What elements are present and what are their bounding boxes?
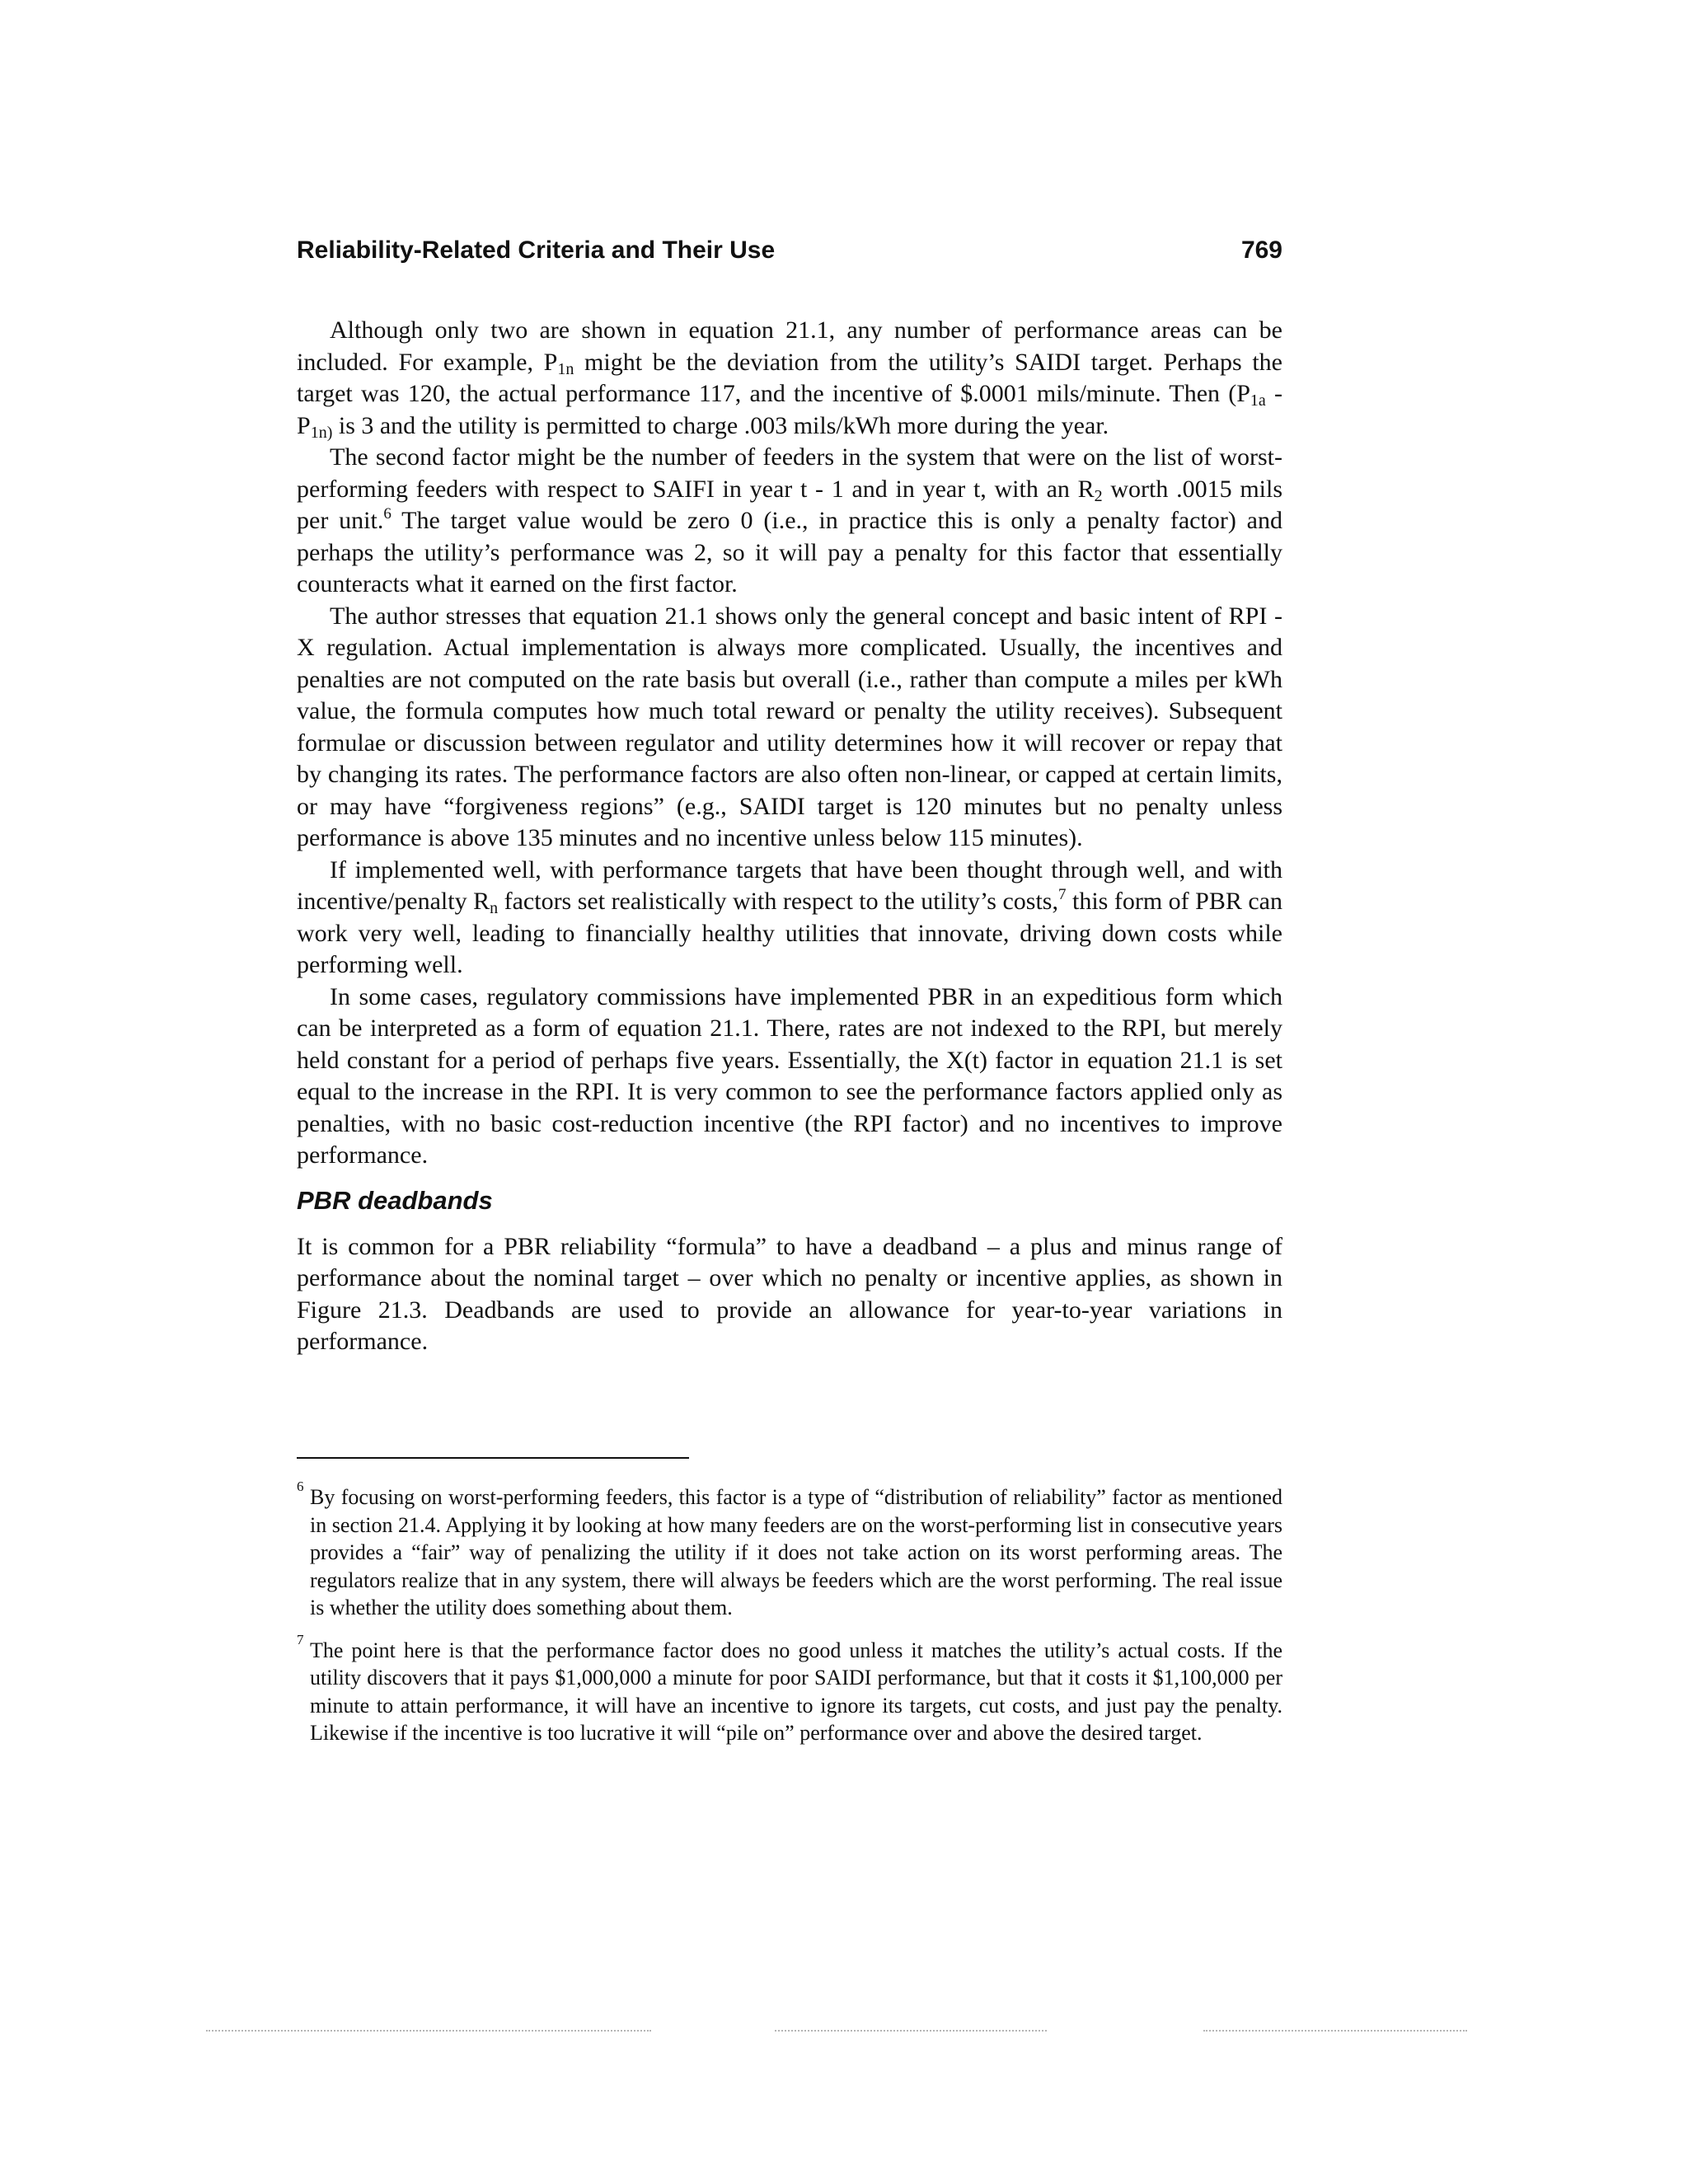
footnote-ref-6[interactable]: 6 <box>383 505 392 523</box>
body-text <box>297 315 1282 1358</box>
scan-speck <box>1203 2030 1467 2033</box>
scan-artifact-line <box>206 2030 1467 2035</box>
footnote-7 <box>297 1631 1282 1747</box>
footnote-ref-7[interactable]: 7 <box>1057 886 1067 903</box>
footnote-divider <box>297 1457 689 1459</box>
scan-speck <box>775 2030 1047 2033</box>
footnote-text: By focusing on worst-performing feeders, this factor is a type of “distribution of reliability” factor as mentioned in section 21.4. Applying it by looking at how many feeders are on the worst-performing list in consecutive years provides a “fair” way of penalizing the utility if it does not take action on its worst performing areas. The regulators realize that in any system, there will always be feeders which are the worst performing. The real issue is whether the utility does something about them. <box>310 1485 1282 1619</box>
page-number: 769 <box>1240 237 1282 264</box>
paragraph-3: The author stresses that equation 21.1 shows only the general concept and basic intent of RPI - X regulation. Actual implementation is always more complicated. Usually, the incentives and penalties are not computed on the rate basis but overall (i.e., rather than compute a miles per kWh value, the formula computes how much total reward or penalty the utility receives). Subsequent formulae or discussion between regulator and utility determines how it will recover or repay that by changing its rates. The performance factors are also often non-linear, or capped at certain limits, or may have “forgiveness regions” (e.g., SAIDI target is 120 minutes but no penalty unless performance is above 135 minutes and no incentive unless below 115 minutes). <box>297 602 1282 851</box>
scan-speck <box>206 2030 651 2033</box>
chapter-title: Reliability-Related Criteria and Their Use <box>297 237 776 264</box>
footnote-text: The point here is that the performance factor does no good unless it matches the utility’s actual costs. If the utility discovers that it pays $1,000,000 a minute for poor SAIDI performance, but that it costs it $1,100,000 per minute to attain performance, it will have an incentive to ignore its targets, cut costs, and just pay the penalty. Likewise if the incentive is too lucrative it will “pile on” performance over and above the desired target. <box>310 1638 1282 1745</box>
paragraph-4: If implemented well, with performance targets that have been thought through well, and with incentive/penalty $R_n$ factors set realistically with respect to the utility’s costs,$^7$ this form of PBR can work very well, leading to financially healthy utilities that innovate, driving down costs while performing well. <box>297 855 1282 978</box>
paragraph-2: The second factor might be the number of feeders in the system that were on the list of worst-performing feeders with respect to SAIFI in year t - 1 and in year t, with an $R_2$ worth .0015 mils per unit.$^6$ The target value would be zero 0 (i.e., in practice this is only a penalty factor) and perhaps the utility’s performance was 2, so it will pay a penalty for this factor that essentially counteracts what it earned on the first factor. <box>297 443 1282 598</box>
paragraph-5: In some cases, regulatory commissions have implemented PBR in an expeditious form which can be interpreted as a form of equation 21.1. There, rates are not indexed to the RPI, but merely held constant for a period of perhaps five years. Essentially, the X(t) factor in equation 21.1 is set equal to the increase in the RPI. It is very common to see the performance factors applied only as penalties, with no basic cost-reduction incentive (the RPI factor) and no incentives to improve performance. <box>297 982 1282 1169</box>
paragraph-6: It is common for a PBR reliability “formula” to have a deadband – a plus and minus range of performance about the nominal target – over which no penalty or incentive applies, as shown in Figure 21.3. Deadbands are used to provide an allowance for year-to-year variations in performance. <box>297 1232 1282 1355</box>
footnotes <box>297 1479 1282 1762</box>
footnote-marker: 7 <box>297 1631 304 1647</box>
running-head <box>297 232 1282 269</box>
paragraph-1: Although only two are shown in equation 21.1, any number of performance areas can be included. For example, $P_{1n}$ might be the deviation from the utility’s SAIDI target. Perhaps the target was 120, the actual performance 117, and the incentive of $.0001 mils/minute. Then ($P_{1a} - P_{1n)}$ is 3 and the utility is permitted to charge .003 mils/kWh more during the year. <box>297 316 1283 442</box>
footnote-6 <box>297 1479 1282 1622</box>
section-heading: PBR deadbands <box>297 1185 493 1215</box>
footnote-marker: 6 <box>297 1479 304 1494</box>
